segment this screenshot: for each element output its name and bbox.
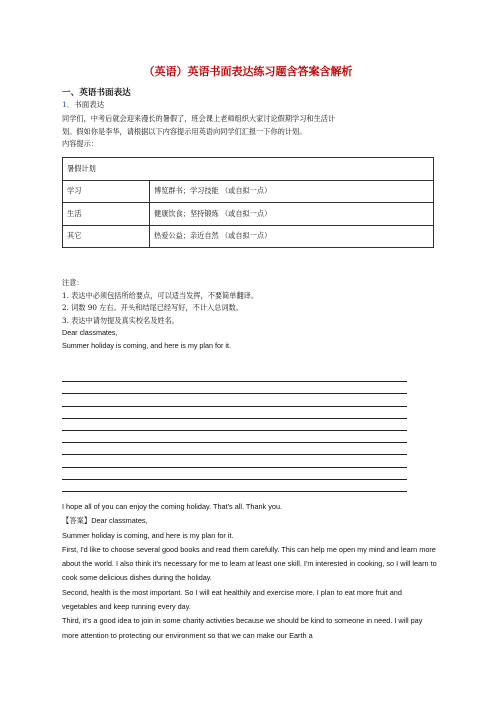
notes-label: 注意： <box>62 278 84 287</box>
answer-paragraph: Third, it's a good idea to join in some charity activities because we should be kind to someone in need. I will pay more attention to protecting our environment so that we can make our Earth a <box>62 616 423 640</box>
answer-greeting-line <box>62 514 437 528</box>
answer-greeting: Dear classmates, <box>91 516 148 526</box>
writing-line <box>62 407 407 419</box>
intro-line: 同学们，中考后就会迎来漫长的暑假了，班会课上老师组织大家讨论假期学习和生活计 <box>62 114 336 123</box>
note-item: 2. 词数 90 左右。开头和结尾已经写好，不计入总词数。 <box>62 303 243 313</box>
table-content: 热爱公益；亲近自然 （或自拟一点） <box>150 225 434 248</box>
intro-line: 内容提示： <box>62 139 98 149</box>
letter-closing: I hope all of you can enjoy the coming holiday. That's all. Thank you. <box>62 502 283 511</box>
question-intro <box>62 113 434 151</box>
writing-line <box>62 443 407 455</box>
answer-paragraph: First, I'd like to choose several good books and read them carefully. This can help me open my mind and learn more about the world. I also think it's necessary for me to learn at least one skill. I'm interested in cooking, so I will learn to cook some delicious dishes during the holiday. <box>62 544 437 583</box>
table-row <box>63 180 434 203</box>
writing-line <box>62 370 407 382</box>
table-category: 生活 <box>63 203 150 226</box>
letter-opening: Summer holiday is coming, and here is my plan for it. <box>62 340 231 350</box>
question-heading <box>62 99 104 110</box>
table-header: 暑假计划 <box>63 158 434 181</box>
document-title: （英语）英语书面表达练习题含答案含解析 <box>143 65 353 78</box>
writing-line <box>62 455 407 467</box>
question-number: 1． <box>62 100 75 109</box>
table-category: 其它 <box>63 225 150 248</box>
table-category: 学习 <box>63 180 150 203</box>
notes-block <box>62 277 434 353</box>
table-row <box>63 225 434 248</box>
plan-table <box>62 157 434 248</box>
table-row <box>63 203 434 226</box>
letter-greeting: Dear classmates, <box>62 328 118 338</box>
writing-line <box>62 468 407 480</box>
answer-mark: 【答案】 <box>62 516 92 526</box>
answer-paragraph: Summer holiday is coming, and here is my plan for it. <box>62 530 234 540</box>
table-content: 健康饮食；坚持锻炼 （或自拟一点） <box>150 203 434 226</box>
answer-lines <box>62 370 407 492</box>
question-label: 书面表达 <box>74 100 105 109</box>
note-item: 3. 表达中请勿提及真实校名及姓名。 <box>62 315 179 325</box>
answer-paragraph: Second, health is the most important. So I will eat healthily and exercise more. I plan to eat more fruit and vegetables and keep running every day. <box>62 587 402 612</box>
writing-line <box>62 394 407 406</box>
answer-section <box>62 500 437 643</box>
table-content: 博览群书；学习技能 （或自拟一点） <box>150 180 434 203</box>
section-title: 一、英语书面表达 <box>62 88 131 98</box>
note-item: 1. 表达中必须包括所给要点，可以适当发挥，不要简单翻译。 <box>62 290 259 300</box>
writing-line <box>62 419 407 431</box>
table-header-row <box>63 158 434 181</box>
writing-line <box>62 382 407 394</box>
intro-line: 划。假如你是李华，请根据以下内容提示用英语向同学们汇报一下你的计划。 <box>62 126 307 136</box>
writing-line <box>62 480 407 492</box>
writing-line <box>62 431 407 443</box>
